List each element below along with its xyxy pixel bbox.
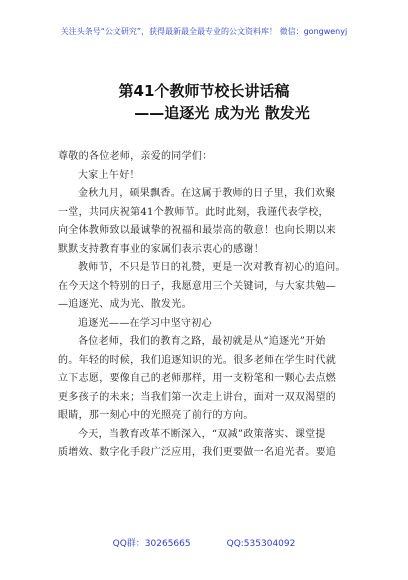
paragraph-line: 今天，当教育改革不断深入，“双减”政策落实、课堂提	[78, 428, 326, 440]
paragraph-line: 立下志愿，要像自己的老师那样，用一支粉笔和一颗心去点燃	[58, 373, 337, 384]
document-body	[58, 148, 358, 463]
document-subtitle: ——追逐光 成为光 散发光	[134, 104, 310, 122]
paragraph-line: 追逐光——在学习中坚守初心	[78, 317, 212, 329]
paragraph-line: 各位老师，我们的教育之路，最初就是从“追逐光”开始	[78, 336, 326, 347]
paragraph-line: 默默支持教育事业的家属们表示衷心的感谢！	[58, 243, 264, 255]
paragraph-line: 更多孩子的未来；当我们第一次走上讲台，面对一双双渴望的	[58, 391, 337, 403]
qq-contact-text: QQ:535304092	[226, 539, 296, 549]
paragraph-line: 质增效、数字化手段广泛应用，我们更要做一名追光者。要追	[58, 447, 337, 458]
paragraph-line: —追逐光、成为光、散发光。	[58, 299, 192, 310]
paragraph-line: 眼睛，那一刻心中的光照亮了前行的方向。	[58, 410, 254, 421]
document-title: 第41个教师节校长讲话稿	[118, 82, 290, 100]
paragraph-line: 的。年轻的时候，我们追逐知识的光。很多老师在学生时代就	[58, 354, 337, 366]
qq-group-text: QQ群：30265665	[112, 539, 191, 549]
paragraph-line: 教师节，不只是节日的礼赞，更是一次对教育初心的追问。	[78, 262, 346, 273]
footer-contact	[0, 536, 408, 549]
paragraph-line: 大家上午好！	[78, 169, 140, 181]
paragraph-line: 向全体教师致以最诚挚的祝福和最崇高的敬意！也向长期以来	[58, 225, 337, 236]
header-notice: 关注头条号“公文研究”，获得最新最全最专业的公文资料库！ 微信：gongwenyj	[60, 27, 348, 36]
paragraph-line: 金秋九月，硕果飘香。在这属于教师的日子里，我们欢聚	[78, 188, 336, 199]
paragraph-line: 尊敬的各位老师，亲爱的同学们：	[58, 151, 213, 162]
paragraph-line: 在今天这个特别的日子，我愿意用三个关键词，与大家共勉—	[58, 280, 337, 292]
paragraph-line: 一堂，共同庆祝第41个教师节。此时此刻，我谨代表学校，	[58, 206, 329, 218]
